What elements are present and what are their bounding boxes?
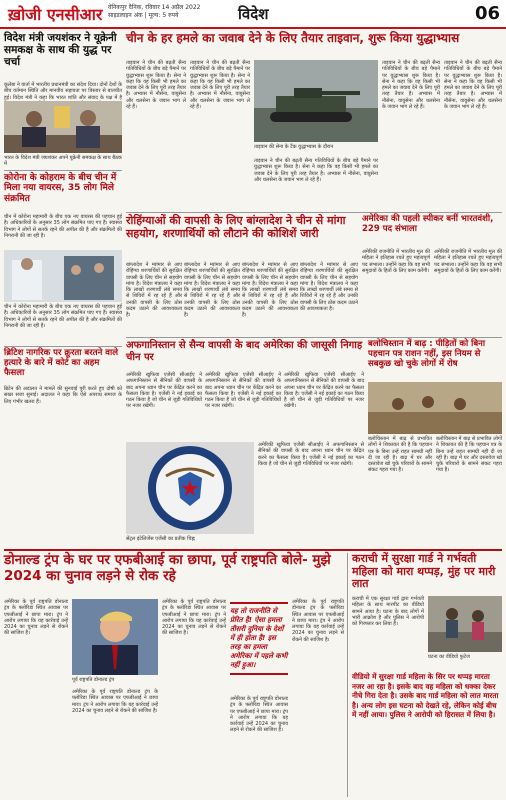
- cia-caption: सेंट्रल इंटेलिजेंस एजेंसी का प्रतीक चिह्न: [126, 536, 195, 542]
- article-trump-body-col3: अमेरिका के पूर्व राष्ट्रपति डोनाल्ड ट्रंप के फ्लोरिडा स्थित आवास पर एफबीआई ने छापा मारा। ट्रंप ने आरोप लगाया कि यह कार्रवाई उन्हें 2024 का चुनाव लड़ने से रोकने की साजिश है।: [162, 599, 226, 637]
- page-number: 06: [474, 3, 500, 24]
- article-trump-body-col5: अमेरिका के पूर्व राष्ट्रपति डोनाल्ड ट्रंप के फ्लोरिडा स्थित आवास पर एफबीआई ने छापा मारा। ट्रंप ने आरोप लगाया कि यह कार्रवाई उन्हें 2024 का चुनाव लड़ने से रोकने की साजिश है।: [292, 599, 344, 643]
- portrait-icon: [72, 599, 158, 675]
- article-taiwan-body-col5: ताइवान ने चीन की बढ़ती सैन्य गतिविधियों के बीच बड़े पैमाने पर युद्धाभ्यास शुरू किया है। सेना ने कहा कि वह किसी भी हमले का जवाब देने के लिए पूरी तरह तैयार है। अभ्यास में नौसेना, वायुसेना और थलसेना के जवान भाग ले रहे हैं।: [254, 158, 378, 183]
- article-taiwan-headline: चीन के हर हमले का जवाब देने के लिए तैयार ताइवान, शुरू किया युद्धाभ्यास: [126, 31, 460, 45]
- article-covid-body-cont: चीन में कोरोना महामारी के बीच एक नए वायरस की पहचान हुई है। अधिकारियों के अनुसार 35 लोग संक्रमित पाए गए हैं। स्वास्थ्य विभाग ने लोगों से सतर्क रहने की अपील की है और संक्रमितों की निगरानी की जा रही है।: [4, 304, 122, 329]
- article-taiwan-body-col3: ताइवान ने चीन की बढ़ती सैन्य गतिविधियों के बीच बड़े पैमाने पर युद्धाभ्यास शुरू किया है। सेना ने कहा कि वह किसी भी हमले का जवाब देने के लिए पूरी तरह तैयार है। अभ्यास में नौसेना, वायुसेना और थलसेना के जवान भाग ले रहे हैं।: [382, 60, 440, 111]
- cia-seal-icon: [126, 442, 254, 534]
- article-baloch-headline: बलोचिस्तान में बाढ़ : पीड़ितों को बिना पहचान पत्र राशन नहीं, इस नियम से सबकुछ खो चुके लोगों में रोष: [368, 339, 486, 369]
- article-jaishankar-headline: विदेश मंत्री जयशंकर ने यूक्रेनी समकक्ष के साथ की युद्ध पर चर्चा: [4, 32, 117, 69]
- article-rohingya-body-col2: बांग्लादेश ने म्यांमार से आए रोहिंग्या शरणार्थियों की सुरक्षित वापसी के लिए चीन से सहयोग मांगा है। विदेश मंत्रालय ने कहा कि लाखों शरणार्थी लंबे समय से शिविरों में रह रहे हैं और उनकी वापसी के लिए ठोस कदम उठाने की आवश्यकता है।: [184, 262, 240, 319]
- article-cia-body-col4: अमेरिकी खुफिया एजेंसी सीआईए ने अफगानिस्तान से सैनिकों की वापसी के बाद अपना ध्यान चीन पर केंद्रित करने का फैसला किया है। एजेंसी ने नई इकाई का गठन किया है जो चीन से जुड़ी गतिविधियों पर नजर रखेगी।: [258, 442, 364, 467]
- article-trump-headline: डोनाल्ड ट्रंप के घर पर एफबीआई का छापा, पूर्व राष्ट्रपति बोले- मुझे 2024 का चुनाव लड़ने से रोक रहे: [4, 552, 331, 584]
- article-karachi-headline: कराची में सुरक्षा गार्ड ने गर्भवती महिला को मारा थप्पड़, मुंह पर मारी लात: [352, 552, 496, 591]
- divider: [4, 170, 122, 171]
- tank-icon: [254, 60, 378, 142]
- article-karachi-body-col1: कराची में एक सुरक्षा गार्ड द्वारा गर्भवती महिला के साथ मारपीट का वीडियो सामने आया है। घटना के बाद लोगों में भारी आक्रोश है और पुलिस ने आरोपी को गिरफ्तार कर लिया है।: [352, 596, 424, 628]
- jaishankar-caption: भारत के विदेश मंत्री जयशंकर अपने यूक्रेनी समकक्ष के साथ बैठक में: [4, 155, 122, 167]
- article-cia-body-col3: अमेरिकी खुफिया एजेंसी सीआईए ने अफगानिस्तान से सैनिकों की वापसी के बाद अपना ध्यान चीन पर केंद्रित करने का फैसला किया है। एजेंसी ने नई इकाई का गठन किया है जो चीन से जुड़ी गतिविधियों पर नजर रखेगी।: [284, 372, 364, 410]
- karachi-photo: [428, 596, 502, 652]
- article-taiwan-body-col1: ताइवान ने चीन की बढ़ती सैन्य गतिविधियों के बीच बड़े पैमाने पर युद्धाभ्यास शुरू किया है। सेना ने कहा कि वह किसी भी हमले का जवाब देने के लिए पूरी तरह तैयार है। अभ्यास में नौसेना, वायुसेना और थलसेना के जवान भाग ले रहे हैं।: [126, 60, 186, 111]
- article-taiwan-body-col2: ताइवान ने चीन की बढ़ती सैन्य गतिविधियों के बीच बड़े पैमाने पर युद्धाभ्यास शुरू किया है। सेना ने कहा कि वह किसी भी हमले का जवाब देने के लिए पूरी तरह तैयार है। अभ्यास में नौसेना, वायुसेना और थलसेना के जवान भाग ले रहे हैं।: [190, 60, 250, 111]
- article-us-body-col2: अमेरिकी राजनीति में भारतीय मूल की महिला ने इतिहास रचते हुए महत्वपूर्ण पद संभाला। उन्होंने कहा कि वह सभी समुदायों के हितों के लिए काम करेंगी।: [434, 249, 502, 274]
- jaishankar-photo: [4, 101, 122, 153]
- article-us-headline: अमेरिका की पहली स्पीकर बनीं भारतवंशी, 229 पद संभाला: [362, 214, 494, 234]
- flood-photo: [368, 382, 502, 434]
- article-trump-body-col1: अमेरिका के पूर्व राष्ट्रपति डोनाल्ड ट्रंप के फ्लोरिडा स्थित आवास पर एफबीआई ने छापा मारा। ट्रंप ने आरोप लगाया कि यह कार्रवाई उन्हें 2024 का चुनाव लड़ने से रोकने की साजिश है।: [4, 599, 68, 637]
- article-trump-body-col4: अमेरिका के पूर्व राष्ट्रपति डोनाल्ड ट्रंप के फ्लोरिडा स्थित आवास पर एफबीआई ने छापा मारा। ट्रंप ने आरोप लगाया कि यह कार्रवाई उन्हें 2024 का चुनाव लड़ने से रोकने की साजिश है।: [230, 696, 288, 734]
- article-covid-headline: कोरोना के कोहराम के बीच चीन में मिला नया वायरस, 35 लोग मिले संक्रमित: [4, 173, 117, 204]
- karachi-highlight: वीडियो में सुरक्षा गार्ड महिला के सिर पर थप्पड़ मारता नजर आ रहा है। इसके बाद वह महिला को धक्का देकर नीचे गिरा देता है। उसके बाद गार्ड महिला को लात मारता है। अन्य लोग इस घटना को देखते रहे, लेकिन कोई बीच में नहीं आया। पुलिस ने आरोपी को हिरासत में लिया है।: [352, 672, 499, 720]
- divider: [347, 553, 348, 797]
- section-title: विदेश: [238, 5, 269, 23]
- divider: [4, 346, 122, 347]
- cctv-still-icon: [428, 596, 502, 652]
- article-court-headline: ब्रिटिश नागरिक पर क्रूरता बरतने वाले हत्यारे के बारे में कोर्ट का अहम फैसला: [4, 348, 118, 378]
- masthead: [0, 0, 506, 29]
- flood-photo-icon: [368, 382, 502, 434]
- article-trump-body-col2: अमेरिका के पूर्व राष्ट्रपति डोनाल्ड ट्रंप के फ्लोरिडा स्थित आवास पर एफबीआई ने छापा मारा। ट्रंप ने आरोप लगाया कि यह कार्रवाई उन्हें 2024 का चुनाव लड़ने से रोकने की साजिश है।: [72, 689, 158, 714]
- divider: [126, 337, 502, 338]
- trump-caption: पूर्व राष्ट्रपति डोनाल्ड ट्रंप: [72, 677, 115, 683]
- trump-pull-quote: यह तो राजनीति से प्रेरित है! ऐसा हमला तीसरी दुनिया के देशों में ही होता है! इस तरह का हमला अमेरिका में पहले कभी नहीं हुआ।: [230, 602, 288, 675]
- karachi-caption: घटना का वीडियो फुटेज: [428, 654, 470, 660]
- newspaper-logo: ख़ोजी एनसीआर: [8, 5, 103, 24]
- article-cia-body-col1: अमेरिकी खुफिया एजेंसी सीआईए ने अफगानिस्तान से सैनिकों की वापसी के बाद अपना ध्यान चीन पर केंद्रित करने का फैसला किया है। एजेंसी ने नई इकाई का गठन किया है जो चीन से जुड़ी गतिविधियों पर नजर रखेगी।: [126, 372, 202, 410]
- divider: [4, 549, 502, 551]
- article-covid-body: चीन में कोरोना महामारी के बीच एक नए वायरस की पहचान हुई है। अधिकारियों के अनुसार 35 लोग संक्रमित पाए गए हैं। स्वास्थ्य विभाग ने लोगों से सतर्क रहने की अपील की है और संक्रमितों की निगरानी की जा रही है।: [4, 214, 122, 239]
- article-us-body-col1: अमेरिकी राजनीति में भारतीय मूल की महिला ने इतिहास रचते हुए महत्वपूर्ण पद संभाला। उन्होंने कहा कि वह सभी समुदायों के हितों के लिए काम करेंगी।: [362, 249, 430, 274]
- taiwan-caption: ताइवान की सेना के टैंक युद्धाभ्यास के दौरान: [254, 144, 334, 150]
- covid-photo: [4, 250, 122, 302]
- lab-photo-icon: [4, 250, 122, 302]
- cia-seal-photo: [126, 442, 254, 534]
- article-rohingya-body-col1: बांग्लादेश ने म्यांमार से आए रोहिंग्या शरणार्थियों की सुरक्षित वापसी के लिए चीन से सहयोग मांगा है। विदेश मंत्रालय ने कहा कि लाखों शरणार्थी लंबे समय से शिविरों में रह रहे हैं और उनकी वापसी के लिए ठोस कदम उठाने की आवश्यकता है।: [126, 262, 182, 319]
- meeting-photo-icon: [4, 101, 122, 153]
- article-rohingya-body-col4: बांग्लादेश ने म्यांमार से आए रोहिंग्या शरणार्थियों की सुरक्षित वापसी के लिए चीन से सहयोग मांगा है। विदेश मंत्रालय ने कहा कि लाखों शरणार्थी लंबे समय से शिविरों में रह रहे हैं और उनकी वापसी के लिए ठोस कदम उठाने की आवश्यकता है।: [300, 262, 358, 313]
- trump-photo: [72, 599, 158, 675]
- article-court-body: ब्रिटेन की अदालत ने मामले की सुनवाई पूरी करते हुए दोषी को सख्त सजा सुनाई। अदालत ने कहा कि ऐसे अपराध समाज के लिए गंभीर खतरा हैं।: [4, 386, 122, 405]
- article-rohingya-body-col3: बांग्लादेश ने म्यांमार से आए रोहिंग्या शरणार्थियों की सुरक्षित वापसी के लिए चीन से सहयोग मांगा है। विदेश मंत्रालय ने कहा कि लाखों शरणार्थी लंबे समय से शिविरों में रह रहे हैं और उनकी वापसी के लिए ठोस कदम उठाने की आवश्यकता है।: [242, 262, 298, 319]
- taiwan-tank-photo: [254, 60, 378, 142]
- issue-meta: वेनिकपुर दैनिक, रविवार 14 अप्रैल 2022 साइडलाइन अंक | मूल्य: 5 रुपये: [108, 4, 201, 19]
- article-cia-body-col2: अमेरिकी खुफिया एजेंसी सीआईए ने अफगानिस्तान से सैनिकों की वापसी के बाद अपना ध्यान चीन पर केंद्रित करने का फैसला किया है। एजेंसी ने नई इकाई का गठन किया है जो चीन से जुड़ी गतिविधियों पर नजर रखेगी।: [205, 372, 281, 410]
- article-taiwan-body-col4: ताइवान ने चीन की बढ़ती सैन्य गतिविधियों के बीच बड़े पैमाने पर युद्धाभ्यास शुरू किया है। सेना ने कहा कि वह किसी भी हमले का जवाब देने के लिए पूरी तरह तैयार है। अभ्यास में नौसेना, वायुसेना और थलसेना के जवान भाग ले रहे हैं।: [444, 60, 502, 111]
- article-baloch-body-col1: बलोचिस्तान में बाढ़ से प्रभावित लोगों ने शिकायत की है कि पहचान पत्र के बिना उन्हें राहत सामग्री नहीं दी जा रही है। बाढ़ में घर और दस्तावेज खो चुके परिवारों के सामने संकट गहरा गया है।: [368, 436, 432, 474]
- article-jaishankar-body: कूलेबा ने वार्ता में भारतीय प्रधानमंत्री का संदेश दिया। दोनों देशों के बीच वर्तमान स्थिति और मानवीय सहायता पर विस्तार से बातचीत हुई। विदेश मंत्री ने कहा कि भारत शांति और संवाद के पक्ष में है: [4, 82, 122, 101]
- divider: [126, 212, 502, 213]
- article-baloch-body-col2: बलोचिस्तान में बाढ़ से प्रभावित लोगों ने शिकायत की है कि पहचान पत्र के बिना उन्हें राहत सामग्री नहीं दी जा रही है। बाढ़ में घर और दस्तावेज खो चुके परिवारों के सामने संकट गहरा गया है।: [436, 436, 502, 474]
- article-cia-headline: अफगानिस्तान से सैन्य वापसी के बाद अमेरिका की जासूसी निगाह चीन पर: [126, 340, 363, 363]
- article-rohingya-headline: रोहिंग्याओं की वापसी के लिए बांग्लादेश ने चीन से मांगा सहयोग, शरणार्थियों को लौटाने की कोशिशें जारी: [126, 214, 346, 240]
